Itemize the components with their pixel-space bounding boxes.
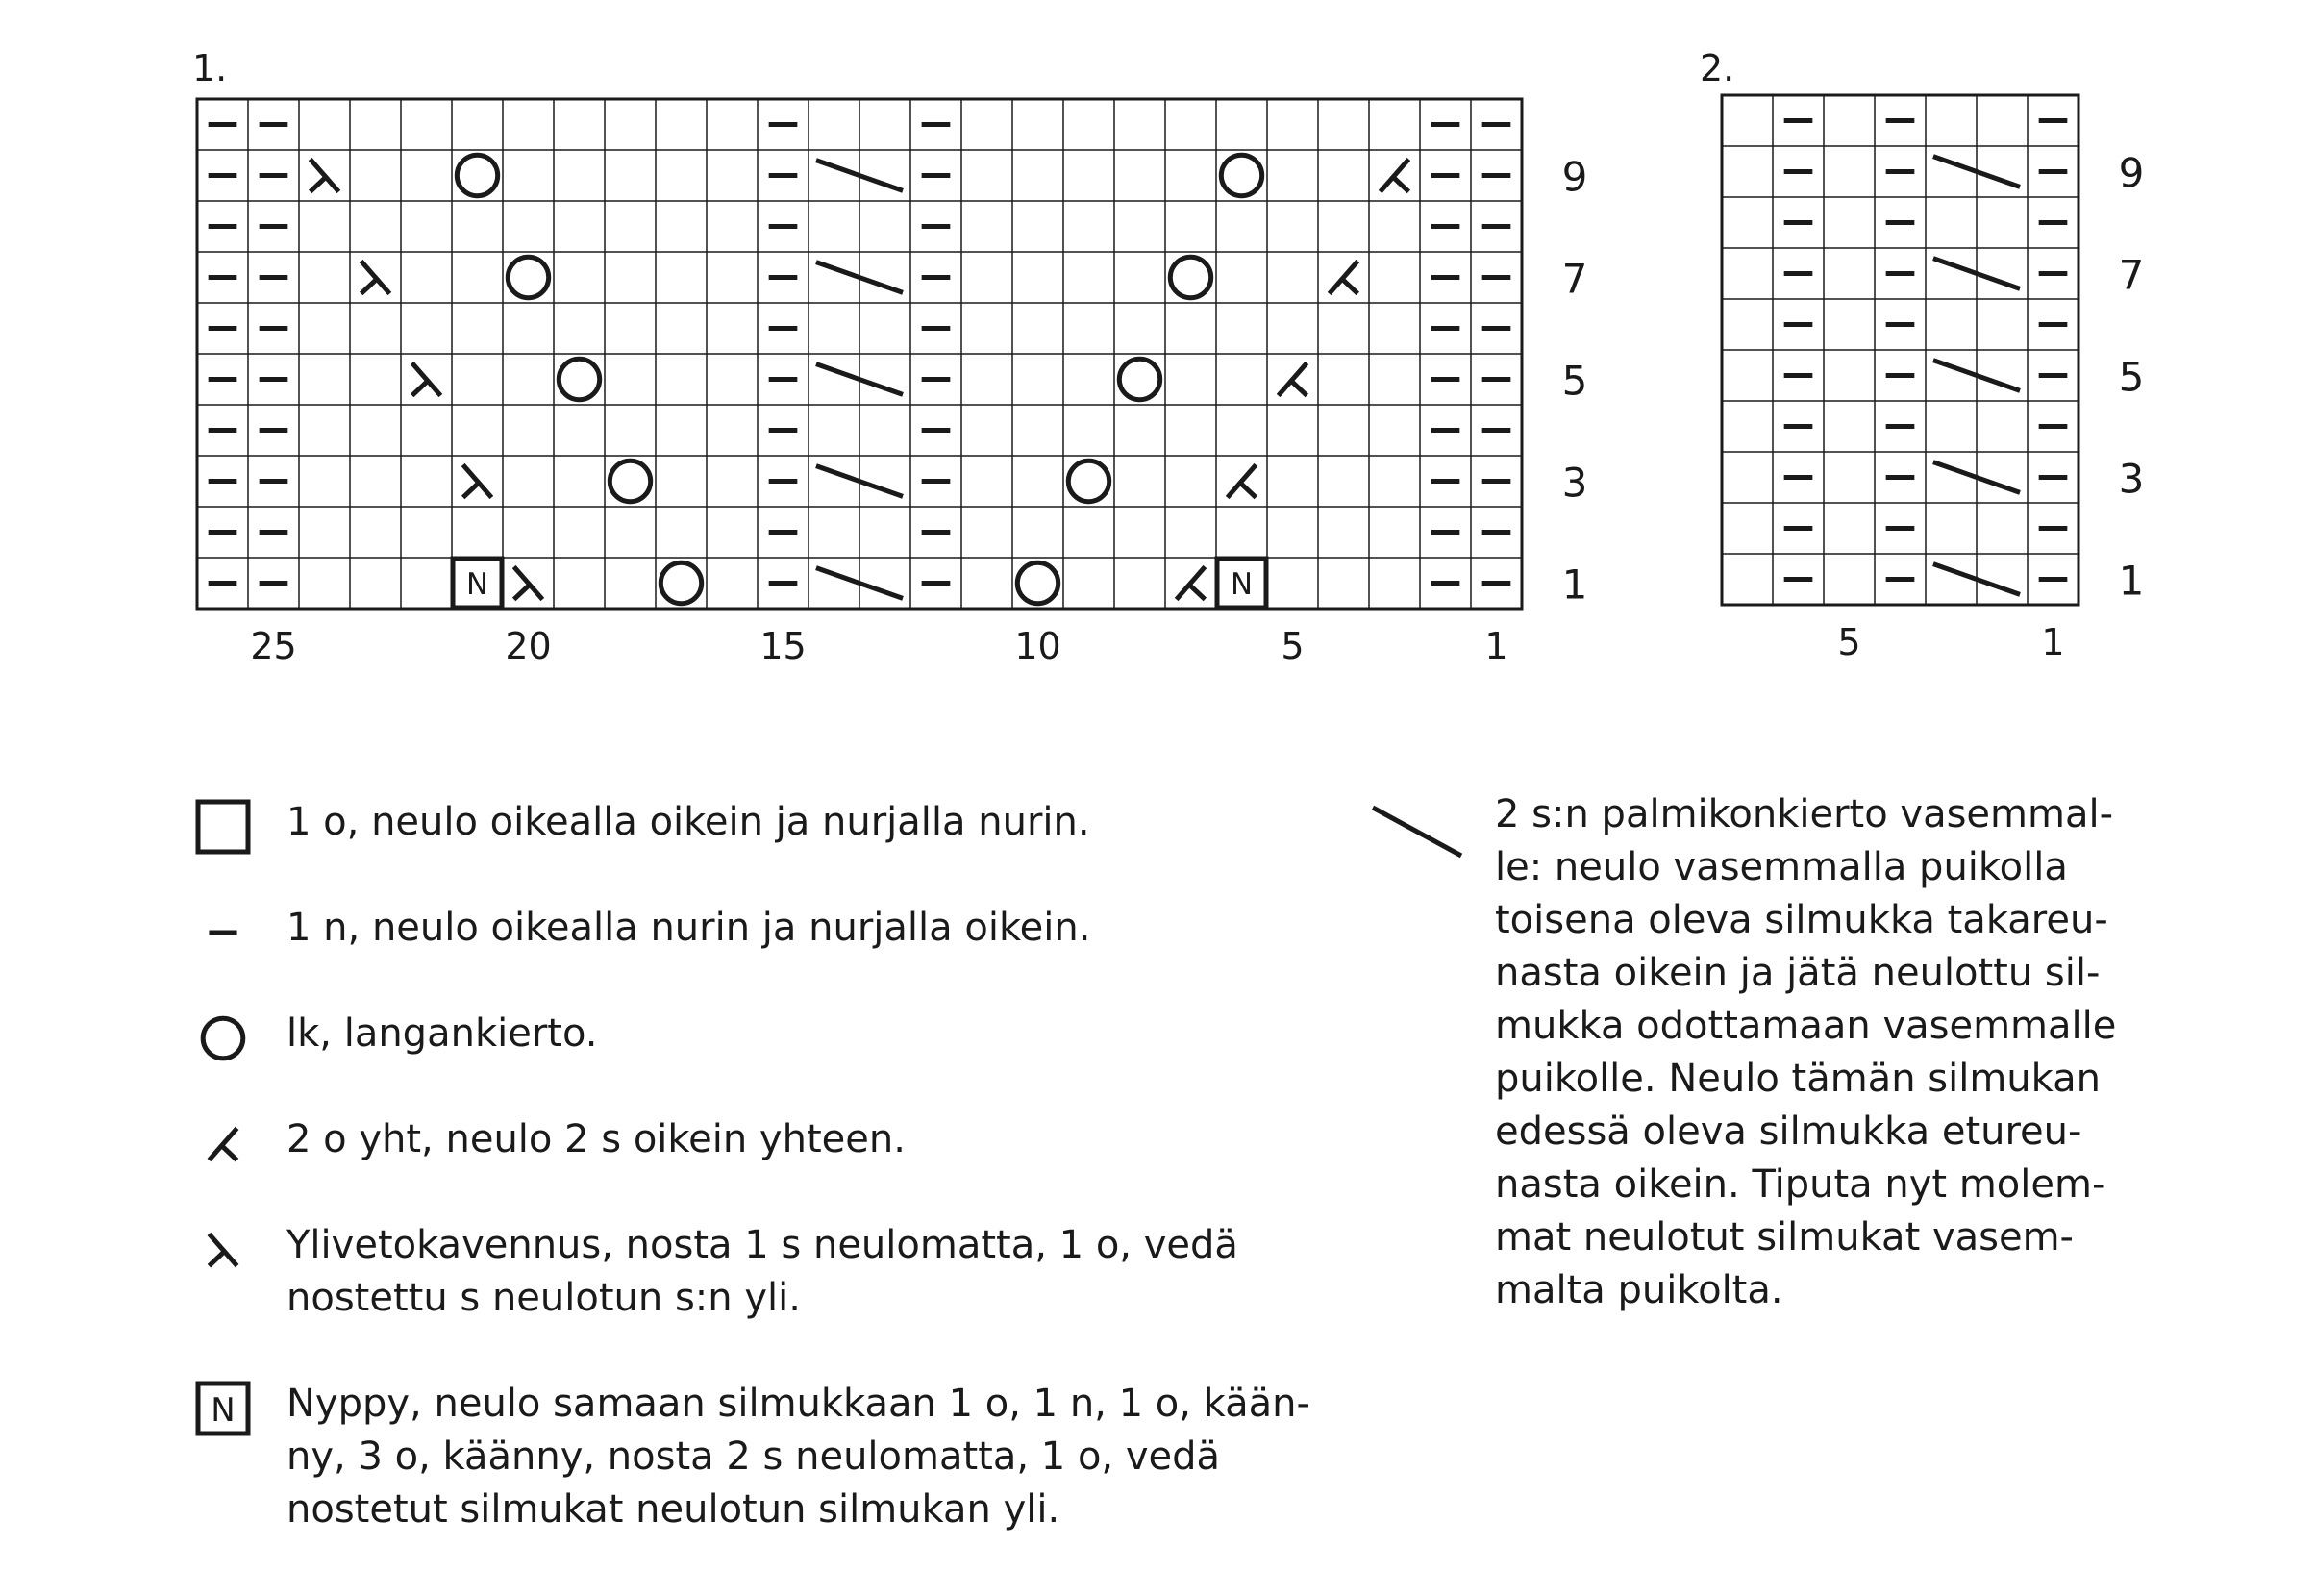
chart2-row-number: 7 xyxy=(2118,251,2145,299)
legend-skp-icon xyxy=(195,1222,253,1280)
legend-line: ny, 3 o, käänny, nosta 2 s neulomatta, 1 o, vedä xyxy=(286,1434,1221,1479)
cable-legend-text xyxy=(1495,788,2187,1317)
chart1-yo-symbol xyxy=(1221,155,1261,195)
legend-skp-mark xyxy=(209,1234,236,1265)
legend-k2tog-mark xyxy=(209,1128,236,1160)
chart1-yo-symbol xyxy=(610,461,650,501)
chart1-k2tog-symbol xyxy=(1228,465,1257,498)
chart1-yo-symbol xyxy=(1068,461,1108,501)
legend-line: nostettu s neulotun s:n yli. xyxy=(286,1276,801,1320)
chart1-yo-symbol xyxy=(660,562,701,603)
legend-purl-text xyxy=(286,902,1090,955)
legend-line: 1 n, neulo oikealla nurin ja nurjalla oikein. xyxy=(286,906,1091,950)
chart1-skp-symbol xyxy=(311,160,339,192)
cable-legend-icon xyxy=(1365,800,1471,867)
chart1-skp-symbol xyxy=(514,567,543,600)
chart1-row-number: 9 xyxy=(1561,153,1588,201)
cable-legend-line: toisena oleva silmukka takareu- xyxy=(1495,898,2108,942)
cable-legend-line: malta puikolta. xyxy=(1495,1268,1783,1312)
chart1-yo-symbol xyxy=(508,257,548,297)
chart1-col-number: 15 xyxy=(759,625,807,667)
legend-skp-text xyxy=(286,1219,1238,1325)
chart1-bobble-symbol xyxy=(1217,559,1266,608)
legend-line: lk, langankierto. xyxy=(286,1011,598,1056)
chart2-label: 2. xyxy=(1700,47,1735,89)
chart1-yo-symbol xyxy=(457,155,497,195)
chart2-col-number: 1 xyxy=(2041,621,2065,663)
legend-yo-mark xyxy=(203,1018,243,1059)
svg-text:N: N xyxy=(466,567,488,603)
chart1-k2tog-symbol xyxy=(1330,262,1358,294)
cable-legend-line: edessä oleva silmukka etureu- xyxy=(1495,1110,2082,1154)
chart1-grid xyxy=(197,99,1587,667)
legend-bobble-icon xyxy=(195,1381,253,1438)
chart1-yo-symbol xyxy=(1017,562,1058,603)
chart1-bobble-symbol xyxy=(453,559,502,608)
chart1-row-number: 3 xyxy=(1561,459,1588,507)
chart1-yo-symbol xyxy=(1119,359,1159,399)
svg-text:N: N xyxy=(211,1391,236,1430)
chart2-row-number: 9 xyxy=(2118,149,2145,197)
cable-legend-line: mukka odottamaan vasemmalle xyxy=(1495,1004,2117,1048)
chart1-k2tog-symbol xyxy=(1279,363,1307,396)
legend-line: nostetut silmukat neulotun silmukan yli. xyxy=(286,1487,1060,1532)
chart2-row-number: 5 xyxy=(2118,353,2145,401)
chart1-k2tog-symbol xyxy=(1177,567,1206,600)
cable-legend-line: 2 s:n palmikonkierto vasemmal- xyxy=(1495,792,2114,836)
legend-line: Nyppy, neulo samaan silmukkaan 1 o, 1 n, 1 o, kään- xyxy=(286,1382,1310,1426)
chart2-row-number: 3 xyxy=(2118,455,2145,503)
chart1-col-number: 1 xyxy=(1484,625,1508,667)
legend-bobble-text xyxy=(286,1378,1310,1536)
legend-knit-text xyxy=(286,796,1090,849)
chart1-col-number: 20 xyxy=(505,625,552,667)
chart1-col-number: 25 xyxy=(250,625,297,667)
chart1-yo-symbol xyxy=(559,359,599,399)
cable-legend-line: nasta oikein. Tiputa nyt molem- xyxy=(1495,1162,2106,1207)
legend-yo-text xyxy=(286,1008,597,1060)
cable-legend-line: mat neulotut silmukat vasem- xyxy=(1495,1215,2074,1259)
legend-purl-icon xyxy=(195,905,253,962)
chart1-skp-symbol xyxy=(463,465,492,498)
chart1-col-number: 5 xyxy=(1281,625,1305,667)
chart1-skp-symbol xyxy=(361,262,390,294)
chart2-grid xyxy=(1722,95,2144,663)
legend-line: 1 o, neulo oikealla oikein ja nurjalla nurin. xyxy=(286,800,1090,844)
legend-line: Ylivetokavennus, nosta 1 s neulomatta, 1 o, vedä xyxy=(286,1223,1238,1267)
chart2-row-number: 1 xyxy=(2118,557,2145,605)
cable-legend-line: le: neulo vasemmalla puikolla xyxy=(1495,845,2068,889)
chart1-k2tog-symbol xyxy=(1381,160,1409,192)
chart1-row-number: 5 xyxy=(1561,357,1588,405)
legend-line: 2 o yht, neulo 2 s oikein yhteen. xyxy=(286,1117,906,1161)
legend-k2tog-text xyxy=(286,1113,906,1166)
legend-yo-icon xyxy=(195,1010,253,1068)
legend-knit-icon xyxy=(195,799,253,857)
cable-legend-line: nasta oikein ja jätä neulottu sil- xyxy=(1495,951,2101,995)
cable-legend-line: puikolle. Neulo tämän silmukan xyxy=(1495,1057,2101,1101)
chart1-col-number: 10 xyxy=(1014,625,1061,667)
legend-k2tog-icon xyxy=(195,1116,253,1174)
chart2-col-number: 5 xyxy=(1837,621,1861,663)
chart1-row-number: 7 xyxy=(1561,255,1588,303)
chart1-yo-symbol xyxy=(1170,257,1210,297)
svg-text:N: N xyxy=(1231,567,1253,603)
chart1-row-number: 1 xyxy=(1561,561,1588,609)
chart1-label: 1. xyxy=(192,47,228,89)
chart1-skp-symbol xyxy=(412,363,441,396)
knitting-charts xyxy=(0,0,2315,692)
